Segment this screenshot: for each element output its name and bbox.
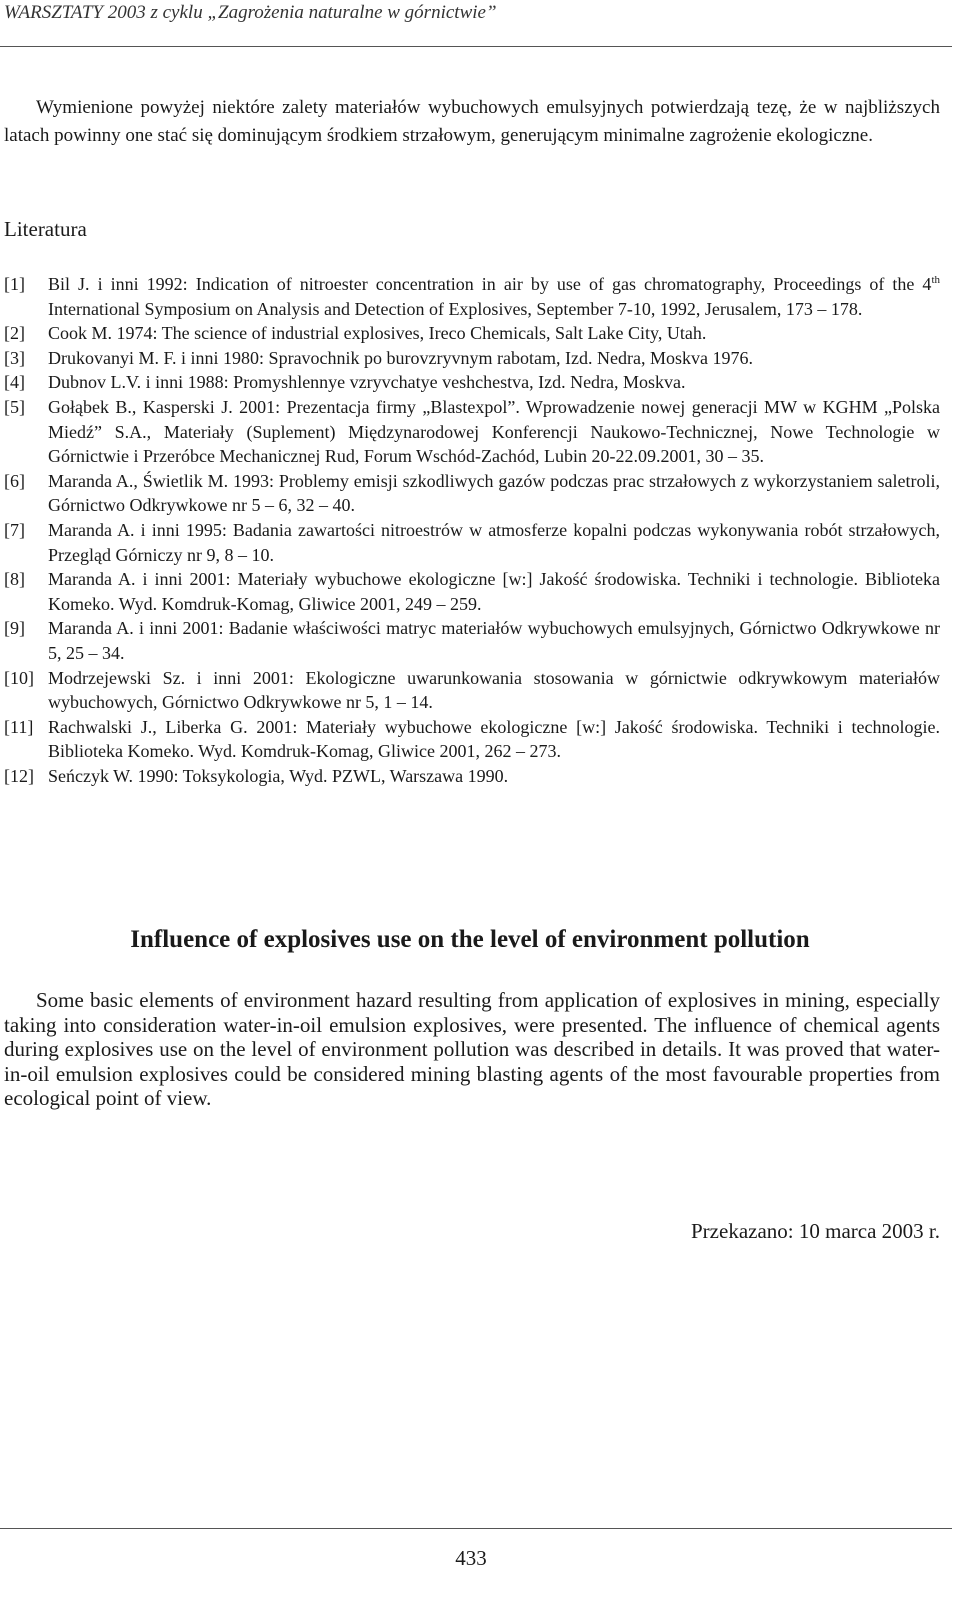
- reference-text: Cook M. 1974: The science of industrial explosives, Ireco Chemicals, Salt Lake City, Utah.: [48, 323, 707, 344]
- reference-number: [8]: [4, 569, 25, 590]
- reference-text: Maranda A. i inni 2001: Materiały wybuchowe ekologiczne [w:] Jakość środowiska. Techniki i technologie. Biblioteka Komeko. Wyd. Komdruk-Komag, Gliwice 2001, 249 – 259.: [48, 569, 940, 614]
- reference-text: Maranda A. i inni 1995: Badania zawartości nitroestrów w atmosferze kopalni podczas wykonywania robót strzałowych, Przegląd Górniczy nr 9, 8 – 10.: [48, 519, 940, 565]
- reference-item: [4, 715, 940, 764]
- reference-number: [7]: [4, 519, 25, 540]
- reference-number: [1]: [4, 274, 25, 294]
- reference-item: [4, 616, 940, 665]
- reference-item: [4, 272, 940, 321]
- reference-number: [5]: [4, 396, 25, 417]
- literature-heading: Literatura: [4, 217, 87, 241]
- reference-item: [4, 764, 940, 789]
- reference-item: [4, 666, 940, 715]
- received-date: Przekazano: 10 marca 2003 r.: [691, 1219, 940, 1243]
- reference-number: [3]: [4, 347, 25, 368]
- page-number: 433: [455, 1546, 487, 1570]
- footer-rule: [0, 1528, 952, 1529]
- running-header: WARSZTATY 2003 z cyklu „Zagrożenia naturalne w górnictwie”: [4, 2, 497, 23]
- reference-item: [4, 370, 940, 395]
- reference-text: Rachwalski J., Liberka G. 2001: Materiały wybuchowe ekologiczne [w:] Jakość środowiska. Techniki i technologie. Biblioteka Komeko. Wyd. Komdruk-Komag, Gliwice 2001, 262 – 273.: [48, 716, 940, 762]
- reference-item: [4, 469, 940, 518]
- reference-text: Seńczyk W. 1990: Toksykologia, Wyd. PZWL, Warszawa 1990.: [48, 765, 509, 786]
- reference-number: [2]: [4, 323, 25, 344]
- reference-number: [11]: [4, 716, 34, 737]
- reference-text: Gołąbek B., Kasperski J. 2001: Prezentacja firmy „Blastexpol”. Wprowadzenie nowej generacji MW w KGHM „Polska Miedź” S.A., Materiały (Suplement) Międzynarodowej Konferencji Naukowo-Technicznej, Nowe Technologie w Górnictwie i Przeróbce Mechanicznej Rud, Forum Wschód-Zachód, Lubin 20-22.09.2001, 30 – 35.: [48, 396, 940, 467]
- reference-list: [4, 272, 940, 788]
- reference-item: [4, 567, 940, 616]
- english-abstract: Some basic elements of environment hazard resulting from application of explosives in mining, especially taking into consideration water-in-oil emulsion explosives, were presented. The influence of chemical agents during explosives use on the level of environment pollution was described in details. It was proved that water-in-oil emulsion explosives could be considered mining blasting agents of the most favourable properties from ecological point of view.: [4, 988, 940, 1111]
- reference-text: Dubnov L.V. i inni 1988: Promyshlennye vzryvchatye veshchestva, Izd. Nedra, Moskva.: [48, 372, 686, 393]
- reference-item: [4, 321, 940, 346]
- reference-text: Maranda A. i inni 2001: Badanie właściwości matryc materiałów wybuchowych emulsyjnych, Górnictwo Odkrywkowe nr 5, 25 – 34.: [48, 618, 940, 663]
- english-title: Influence of explosives use on the level of environment pollution: [130, 926, 810, 953]
- header-rule: [0, 46, 952, 47]
- reference-number: [12]: [4, 765, 34, 786]
- reference-item: [4, 518, 940, 567]
- reference-item: [4, 395, 940, 469]
- intro-paragraph: Wymienione powyżej niektóre zalety materiałów wybuchowych emulsyjnych potwierdzają tezę, że w najbliższych latach powinny one stać się dominującym środkiem strzałowym, generującym minimalne zagrożenie ekologiczne.: [4, 97, 940, 146]
- reference-text: Modrzejewski Sz. i inni 2001: Ekologiczne uwarunkowania stosowania w górnictwie odkrywkowym materiałów wybuchowych, Górnictwo Odkrywkowe nr 5, 1 – 14.: [48, 667, 940, 713]
- reference-text-part: International Symposium on Analysis and Detection of Explosives, September 7-10, 1992, Jerusalem, 173 – 178.: [48, 298, 863, 319]
- reference-number: [10]: [4, 667, 34, 688]
- reference-number: [6]: [4, 470, 25, 491]
- reference-text: Drukovanyi M. F. i inni 1980: Spravochnik po burovzryvnym rabotam, Izd. Nedra, Moskva 1976.: [48, 347, 753, 368]
- reference-text: Maranda A., Świetlik M. 1993: Problemy emisji szkodliwych gazów podczas prac strzałowych z wykorzystaniem saletroli, Górnictwo Odkrywkowe nr 5 – 6, 32 – 40.: [48, 470, 940, 516]
- reference-number: [4]: [4, 372, 25, 393]
- reference-superscript: th: [931, 274, 940, 286]
- reference-text-part: Bil J. i inni 1992: Indication of nitroester concentration in air by use of gas chromatography, Proceedings of the 4: [48, 274, 932, 294]
- reference-number: [9]: [4, 618, 25, 639]
- reference-item: [4, 346, 940, 371]
- reference-text: [48, 272, 940, 321]
